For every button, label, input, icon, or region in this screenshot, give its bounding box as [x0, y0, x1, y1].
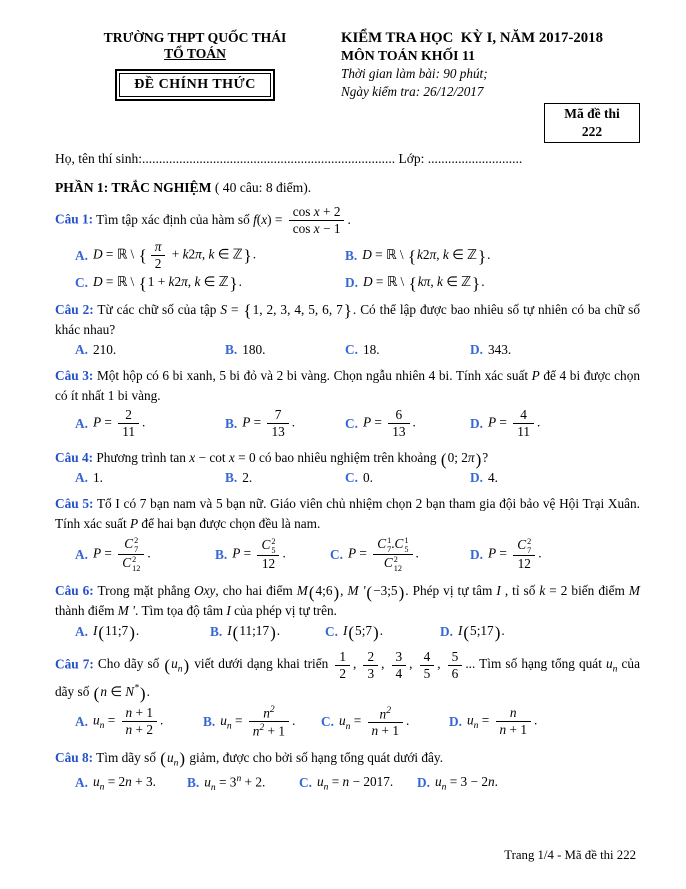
question-8-option-c	[299, 774, 417, 793]
option-letter: C.	[325, 624, 338, 640]
question-2-paragraph	[55, 300, 640, 340]
option-value: $u_n$ = $\frac{n^2}{n + 1}$ .	[338, 704, 410, 739]
option-letter: D.	[470, 415, 483, 431]
option-value: I(11;17).	[227, 622, 281, 642]
part1-title: PHẦN 1: TRẮC NGHIỆM	[55, 180, 212, 196]
option-value: P = C 2 7 12 .	[487, 537, 542, 572]
question-4-option-c	[345, 470, 470, 486]
option-value: 343.	[487, 341, 512, 357]
option-value: 18.	[362, 341, 380, 357]
question-8-label: Câu 8:	[55, 749, 94, 765]
question-4-label: Câu 4:	[55, 450, 94, 466]
question-3-option-a	[75, 407, 225, 440]
question-4-options	[55, 470, 640, 486]
option-letter: D.	[449, 713, 462, 729]
option-letter: A.	[75, 713, 88, 729]
exam-date: Ngày kiểm tra: 26/12/2017	[341, 84, 484, 99]
question-7-option-c	[321, 705, 449, 739]
question-4	[55, 448, 640, 486]
option-letter: B.	[225, 470, 238, 486]
question-1-options-row-2	[55, 274, 640, 291]
page-footer: Trang 1/4 - Mã đề thi 222	[504, 848, 636, 862]
option-value: $u_n = n - 2017$.	[316, 773, 394, 793]
student-name-label: Họ, tên thí sinh:	[55, 151, 142, 167]
question-6-label: Câu 6:	[55, 583, 94, 599]
question-1-options-row-1	[55, 239, 640, 272]
question-6-option-c	[325, 623, 440, 640]
option-letter: D.	[470, 470, 483, 486]
option-letter: D.	[345, 274, 358, 290]
question-5-text: Tổ I có 7 bạn nam và 5 bạn nữ. Giáo viên chủ nhiệm chọn 2 bạn tham gia đội bảo vệ Hội Trại Xuân. Tính xác suất P để hai bạn được chọn đều là nam.	[55, 496, 641, 532]
question-6-paragraph	[55, 581, 640, 621]
part1-heading	[55, 180, 640, 196]
question-5-option-b	[215, 537, 330, 572]
question-7-option-d	[449, 705, 537, 738]
question-1-option-d	[345, 274, 485, 291]
option-value: $u_n$ = $\frac{n^2}{n^2 + 1}$ .	[220, 704, 296, 739]
option-letter: C.	[75, 274, 88, 290]
option-value: I(5;7).	[342, 622, 384, 642]
option-letter: C.	[345, 415, 358, 431]
question-2-options	[55, 342, 640, 358]
exam-subject: MÔN TOÁN KHỐI 11	[341, 48, 476, 63]
option-letter: B.	[187, 774, 200, 790]
option-value: $u_n = 3^n + 2$.	[204, 772, 266, 793]
option-value: I(11;7).	[92, 622, 140, 642]
option-value: D = ℝ \ { $\frac{\pi}{2}$ + k2π, k ∈ ℤ}.	[92, 239, 257, 272]
option-letter: A.	[75, 546, 88, 562]
question-1-paragraph	[55, 204, 640, 237]
option-letter: D.	[417, 774, 430, 790]
question-7-option-a	[75, 705, 203, 738]
class-label: Lớp:	[395, 151, 428, 167]
question-6-option-d	[440, 623, 505, 640]
option-value: $u_n = 2n + 3$.	[92, 773, 156, 793]
exam-duration: Thời gian làm bài: 90 phút;	[341, 66, 488, 81]
question-8	[55, 748, 640, 793]
question-2-option-b	[225, 342, 345, 358]
question-6-option-a	[75, 623, 210, 640]
option-value: D = ℝ \ {k2π, k ∈ ℤ}.	[362, 246, 491, 266]
question-5-option-a	[75, 536, 215, 573]
option-letter: D.	[440, 624, 453, 640]
option-letter: A.	[75, 247, 88, 263]
option-letter: B.	[203, 713, 216, 729]
question-1-text: Tìm tập xác định của hàm số f(x) = $\frac{\text{cos x + 2}}{\text{cos x − 1}}$ .	[96, 204, 351, 237]
question-4-text: Phương trình tan x − cot x = 0 có bao nhiêu nghiệm trên khoảng (0; 2π)?	[96, 449, 489, 469]
option-letter: D.	[470, 546, 483, 562]
option-value: P = $\frac{7}{13}$ .	[242, 407, 296, 440]
option-value: 180.	[242, 341, 266, 357]
option-value: I(5;17).	[457, 622, 505, 642]
question-4-option-a	[75, 470, 225, 486]
option-letter: B.	[225, 341, 238, 357]
question-7-label: Câu 7:	[55, 656, 94, 672]
question-3	[55, 366, 640, 441]
option-letter: B.	[225, 415, 238, 431]
question-2-label: Câu 2:	[55, 301, 94, 317]
option-letter: C.	[345, 341, 358, 357]
department-name: TỔ TOÁN	[164, 46, 226, 61]
question-1-label: Câu 1:	[55, 211, 94, 227]
question-3-paragraph	[55, 366, 640, 406]
question-8-text: Tìm dãy số $(u_n)$ giảm, được cho bởi số hạng tổng quát dưới đây.	[96, 749, 444, 769]
exam-code-value: 222	[581, 124, 603, 140]
question-1-option-b	[345, 247, 490, 264]
option-value: 2.	[242, 470, 253, 486]
class-blank: ............................	[427, 151, 523, 167]
question-5-option-d	[470, 537, 542, 572]
option-value: 0.	[362, 470, 373, 486]
question-5-option-c	[330, 536, 470, 573]
question-7-paragraph	[55, 649, 640, 702]
question-3-options	[55, 407, 640, 440]
question-5-paragraph	[55, 494, 640, 534]
option-letter: A.	[75, 415, 88, 431]
question-2	[55, 300, 640, 358]
exam-code-box	[544, 103, 640, 143]
exam-title: KIỂM TRA HỌC KỲ I, NĂM 2017-2018	[341, 30, 603, 46]
question-2-option-c	[345, 342, 470, 358]
question-5	[55, 494, 640, 573]
school-name: TRƯỜNG THPT QUỐC THÁI	[103, 30, 287, 45]
option-value: D = ℝ \ {1 + k2π, k ∈ ℤ}.	[92, 273, 242, 293]
question-4-option-d	[470, 470, 498, 486]
option-letter: C.	[321, 713, 334, 729]
option-value: P = $\frac{6}{13}$ .	[362, 407, 416, 440]
student-name-blank: ...........................................................................	[142, 151, 396, 167]
option-value: P = $\frac{2}{11}$ .	[92, 407, 146, 440]
question-8-option-a	[75, 774, 187, 793]
question-1-option-c	[75, 274, 345, 291]
question-4-option-b	[225, 470, 345, 486]
question-3-label: Câu 3:	[55, 367, 94, 383]
option-value: $u_n$ = $\frac{n + 1}{n + 2}$ .	[92, 705, 164, 738]
question-6-option-b	[210, 623, 325, 640]
option-value: $u_n$ = $\frac{n}{n + 1}$ .	[466, 705, 538, 738]
question-2-option-a	[75, 342, 225, 358]
question-7	[55, 649, 640, 740]
option-letter: B.	[215, 546, 228, 562]
option-letter: A.	[75, 774, 88, 790]
option-value: D = ℝ \ {kπ, k ∈ ℤ}.	[362, 273, 485, 293]
option-letter: A.	[75, 341, 88, 357]
option-letter: A.	[75, 470, 88, 486]
option-value: $u_n = 3 - 2n$.	[434, 773, 498, 793]
exam-code-row	[55, 103, 640, 143]
header	[55, 30, 640, 101]
option-letter: C.	[345, 470, 358, 486]
option-letter: A.	[75, 624, 88, 640]
option-value: 4.	[487, 470, 498, 486]
question-2-option-d	[470, 342, 511, 358]
option-letter: D.	[470, 341, 483, 357]
question-4-paragraph	[55, 448, 640, 468]
question-2-text: Từ các chữ số của tập S = {1, 2, 3, 4, 5, 6, 7}. Có thể lập được bao nhiêu số tự nhiên có ba chữ số khác nhau?	[55, 301, 640, 337]
option-letter: C.	[299, 774, 312, 790]
question-1-option-a	[75, 239, 345, 272]
option-value: 1.	[92, 470, 103, 486]
header-school-block	[55, 30, 335, 101]
part1-note: ( 40 câu: 8 điểm).	[211, 180, 312, 196]
exam-code-label: Mã đề thi	[564, 106, 620, 121]
option-value: P = C 1 7 .C 1 5 C 2 12 .	[347, 536, 419, 574]
question-8-paragraph	[55, 748, 640, 771]
question-3-option-d	[470, 407, 540, 440]
official-exam-label: ĐỀ CHÍNH THỨC	[119, 73, 271, 97]
question-5-options	[55, 536, 640, 573]
option-value: P = C 2 7 C 2 12 .	[92, 536, 151, 574]
option-value: P = $\frac{4}{11}$ .	[487, 407, 541, 440]
question-7-option-b	[203, 704, 321, 740]
header-exam-block	[335, 30, 640, 101]
question-6-text: Trong mặt phẳng Oxy, cho hai điểm M(4;6), M '(−3;5). Phép vị tự tâm I , tỉ số k = 2 biến điểm M thành điểm M '. Tìm tọa độ tâm I của phép vị tự trên.	[55, 582, 640, 619]
question-3-text: Một hộp có 6 bi xanh, 5 bi đỏ và 2 bi vàng. Chọn ngẫu nhiên 4 bi. Tính xác suất P để 4 bi được chọn có ít nhất 1 bi vàng.	[55, 367, 640, 403]
student-info-line	[55, 151, 640, 167]
question-7-text: Cho dãy số $(u_n)$ viết dưới dạng khai triển $\frac{1}{2}$ , $\frac{2}{3}$ , $\frac{3}{4}$ , $\frac{4}{5}$ , $\frac{5}{6}$ ... Tìm số hạng tổng quát $u_n$ của dãy số (n ∈ N*).	[55, 648, 640, 703]
question-1	[55, 204, 640, 291]
question-6	[55, 581, 640, 640]
option-letter: B.	[345, 247, 358, 263]
official-exam-box	[115, 69, 275, 101]
question-6-options	[55, 623, 640, 640]
question-8-option-b	[187, 773, 299, 793]
option-value: 210.	[92, 341, 117, 357]
question-5-label: Câu 5:	[55, 496, 94, 512]
question-3-option-b	[225, 407, 345, 440]
option-value: P = C 2 5 12 .	[232, 537, 286, 572]
question-7-options	[55, 704, 640, 740]
option-letter: C.	[330, 546, 343, 562]
question-8-option-d	[417, 774, 498, 793]
option-letter: B.	[210, 624, 223, 640]
question-3-option-c	[345, 407, 470, 440]
question-8-options	[55, 773, 640, 793]
